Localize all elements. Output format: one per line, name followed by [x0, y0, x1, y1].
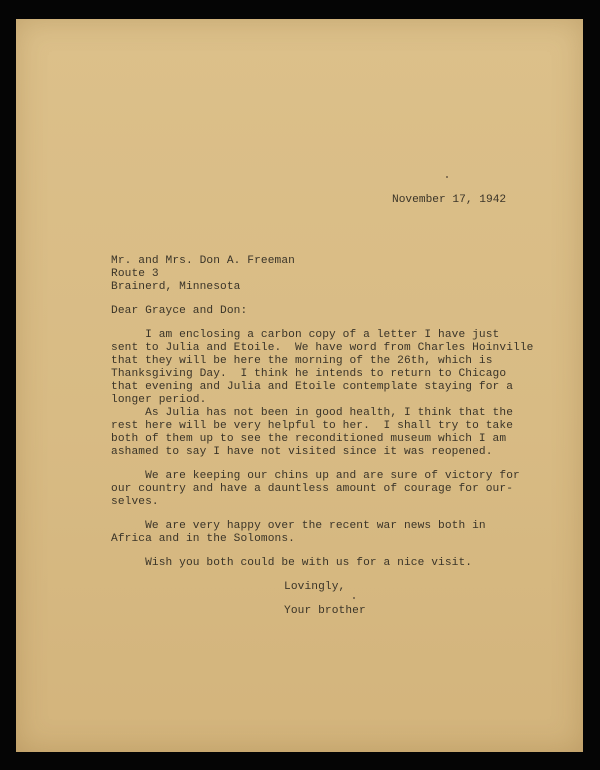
paragraph-line: Thanksgiving Day. I think he intends to return to Chicago	[111, 368, 507, 380]
paragraph-line: As Julia has not been in good health, I think that the	[111, 407, 514, 419]
letter-sheet	[16, 19, 583, 752]
paragraph-line: ashamed to say I have not visited since it was reopened.	[111, 446, 493, 458]
paragraph-line: Wish you both could be with us for a nice visit.	[111, 557, 473, 569]
paragraph-line: both of them up to see the reconditioned museum which I am	[111, 433, 507, 445]
salutation: Dear Grayce and Don:	[111, 305, 248, 317]
paragraph-line: rest here will be very helpful to her. I shall try to take	[111, 420, 514, 432]
paper-speck	[353, 597, 355, 599]
address-line: Brainerd, Minnesota	[111, 281, 241, 293]
paragraph-line: We are very happy over the recent war news both in	[111, 520, 486, 532]
letter-date: November 17, 1942	[392, 194, 507, 206]
address-line: Mr. and Mrs. Don A. Freeman	[111, 255, 295, 267]
paper-speck	[446, 176, 448, 178]
paragraph-line: that evening and Julia and Etoile contemplate staying for a	[111, 381, 514, 393]
paragraph-line: I am enclosing a carbon copy of a letter I have just	[111, 329, 500, 341]
signature: Your brother	[284, 605, 366, 617]
paragraph-line: We are keeping our chins up and are sure of victory for	[111, 470, 520, 482]
paragraph-line: our country and have a dauntless amount of courage for our-	[111, 483, 514, 495]
paragraph-line: selves.	[111, 496, 159, 508]
address-line: Route 3	[111, 268, 159, 280]
paragraph-line: that they will be here the morning of the 26th, which is	[111, 355, 493, 367]
paragraph-line: sent to Julia and Etoile. We have word from Charles Hoinville	[111, 342, 534, 354]
paragraph-line: longer period.	[111, 394, 207, 406]
closing: Lovingly,	[284, 581, 346, 593]
paragraph-line: Africa and in the Solomons.	[111, 533, 295, 545]
